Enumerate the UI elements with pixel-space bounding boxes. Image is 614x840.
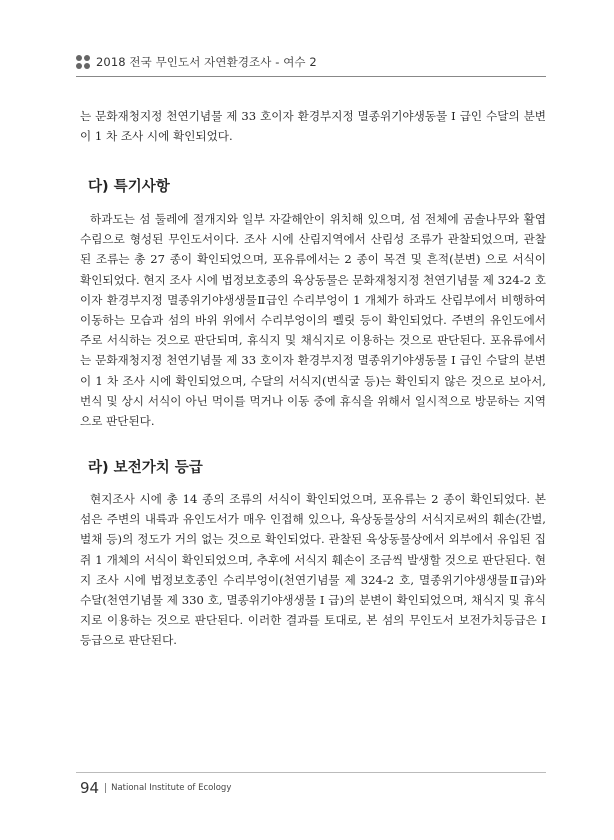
- footer-divider: [76, 772, 546, 773]
- section-heading-conservation-grade: 라) 보전가치 등급: [88, 460, 203, 476]
- footer-separator: [105, 783, 106, 793]
- page-footer: [80, 778, 231, 798]
- conservation-grade-paragraph: 현지조사 시에 총 14 종의 조류의 서식이 확인되었으며, 포유류는 2 종이 확인되었다. 본 섬은 주변의 내륙과 유인도서가 매우 인접해 있으나, 육상동물상의 서식지로써의 훼손(간벌, 벌채 등)의 정도가 거의 없는 것으로 확인되었다. 관찰된 육상동물상에서 외부에서 유입된 집쥐 1 개체의 서식이 확인되었으며, 추후에 서식지 훼손이 조금씩 발생할 것으로 판단된다. 현지 조사 시에 법정보호종인 수리부엉이(천연기념물 제 324-2 호, 멸종위기야생생물Ⅱ급)와 수달(천연기념물 제 330 호, 멸종위기야생생물 I 급)의 분변이 확인되었으며, 채식지 및 휴식지로 이용하는 것으로 판단된다. 이러한 결과를 토대로, 본 섬의 무인도서 보전가치등급은 Ⅰ 등급으로 판단된다.: [80, 492, 546, 648]
- footer-organization: National Institute of Ecology: [111, 783, 232, 793]
- intro-paragraph: 는 문화재청지정 천연기념물 제 33 호이자 환경부지정 멸종위기야생동물 I 급인 수달의 분변이 1 차 조사 시에 확인되었다.: [80, 109, 546, 144]
- header-dots-icon: [76, 55, 90, 69]
- special-notes-paragraph: 하과도는 섬 둘레에 절개지와 일부 자갈해안이 위치해 있으며, 섬 전체에 곰솔나무와 활엽수림으로 형성된 무인도서이다. 조사 시에 산림지역에서 산림성 조류가 관찰되었으며, 관찰된 조류는 총 27 종이 확인되었으며, 포유류에서는 2 종이 목견 및 흔적(분변) 으로 서식이 확인되었다. 현지 조사 시에 법정보호종의 육상동물은 문화재청지정 천연기념물 제 324-2 호이자 환경부지정 멸종위기야생생물Ⅱ급인 수리부엉이 1 개체가 하과도 산림부에서 비행하여 이동하는 모습과 섬의 바위 위에서 수리부엉이의 펠릿 등이 확인되었다. 주변의 유인도에서 주로 서식하는 것으로 판단되며, 휴식지 및 채식지로 이용하는 것으로 판단된다. 포유류에서는 문화재청지정 천연기념물 제 33 호이자 환경부지정 멸종위기야생동물 I 급인 수달의 분변이 1 차 조사 시에 확인되었으며, 수달의 서식지(번식굴 등)는 확인되지 않은 것으로 보아서, 번식 및 상시 서식이 아닌 먹이를 먹거나 이동 중에 휴식을 위해서 일시적으로 방문하는 지역으로 판단된다.: [80, 212, 546, 429]
- header-title: 2018 전국 무인도서 자연환경조사 - 여수 2: [96, 55, 317, 69]
- header-divider: [76, 76, 546, 77]
- running-header: [76, 50, 546, 74]
- section-heading-special-notes: 다) 특기사항: [88, 179, 170, 195]
- page-number: 94: [80, 779, 100, 797]
